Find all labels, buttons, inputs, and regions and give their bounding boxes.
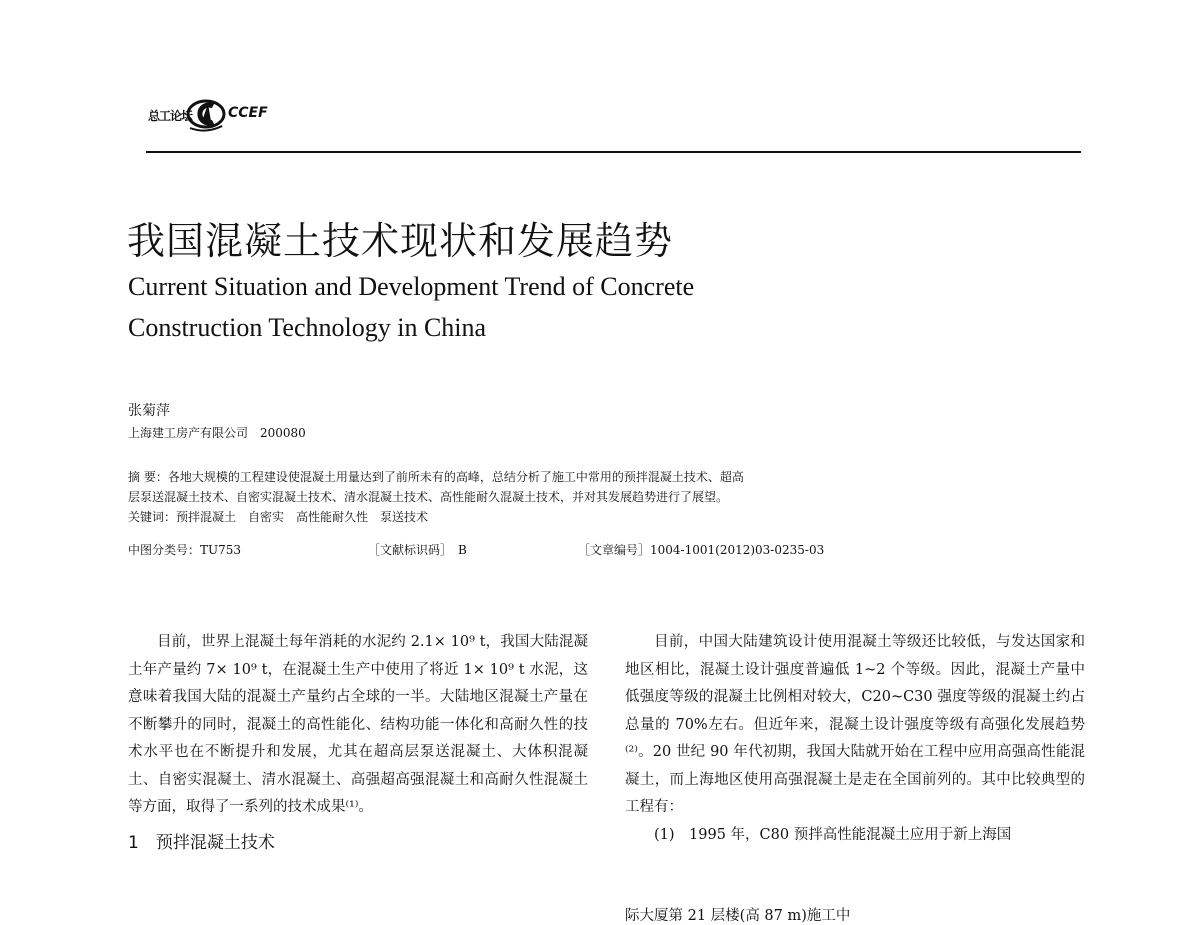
body-column-left bbox=[128, 629, 588, 857]
section-heading: 1 预拌混凝土技术 bbox=[128, 832, 275, 853]
list-item-continuation: 际大厦第 21 层楼(高 87 m)施工中 bbox=[625, 908, 851, 924]
header-rule bbox=[146, 151, 1081, 153]
article-title-en bbox=[128, 266, 848, 348]
body-paragraph: 目前，世界上混凝土每年消耗的水泥约 2.1× 10⁹ t，我国大陆混凝土年产量约 7× 10⁹ t，在混凝土生产中使用了将近 1× 10⁹ t 水泥，这意味着我国大陆的混凝土产量约占全球的一半。大陆地区混凝土产量在不断攀升的同时，混凝土的高性能化、结构功能一体化和高耐久性的技术水平也在不断提升和发展，尤其在超高层泵送混凝土、大体积混凝土、自密实混凝土、清水混凝土、高强超高强混凝土和高耐久性混凝土等方面，取得了一系列的技术成果⁽¹⁾。 bbox=[128, 634, 588, 815]
article-title-cn: 我国混凝土技术现状和发展趋势 bbox=[127, 219, 674, 263]
clc-number: 中图分类号：TU753 bbox=[128, 543, 242, 557]
abstract-block bbox=[128, 467, 988, 527]
body-paragraph: 目前，中国大陆建筑设计使用混凝土等级还比较低，与发达国家和地区相比，混凝土设计强度普遍低 1~2 个等级。因此，混凝土产量中低强度等级的混凝土比例相对较大，C20~C30 强度等级的混凝土约占总量的 70%左右。但近年来，混凝土设计强度等级有高强化发展趋势⁽²⁾。20 世纪 90 年代初期，我国大陆就开始在工程中应用高强高性能混凝土，而上海地区使用高强混凝土是走在全国前列的。其中比较典型的工程有： bbox=[625, 634, 1085, 815]
author-name: 张菊萍 bbox=[128, 403, 170, 419]
article-number: ［文章编号］1004-1001(2012)03-0235-03 bbox=[578, 543, 825, 557]
journal-name-en: CCEF bbox=[228, 105, 268, 121]
abstract-line-2: 层泵送混凝土技术、自密实混凝土技术、清水混凝土技术、高性能耐久混凝土技术，并对其发展趋势进行了展望。 bbox=[128, 490, 729, 504]
article-title-en-line2: Construction Technology in China bbox=[128, 313, 487, 342]
list-item: (1) 1995 年，C80 预拌高性能混凝土应用于新上海国 bbox=[654, 826, 1012, 843]
author-affiliation: 上海建工房产有限公司 200080 bbox=[128, 426, 306, 440]
keywords: 关键词：预拌混凝土 自密实 高性能耐久性 泵送技术 bbox=[128, 510, 429, 524]
journal-logo bbox=[148, 92, 308, 140]
ccef-logo-icon bbox=[186, 94, 226, 134]
body-column-right bbox=[625, 629, 1085, 849]
abstract-line-1: 摘 要：各地大规模的工程建设使混凝土用量达到了前所未有的高峰，总结分析了施工中常用的预拌混凝土技术、超高 bbox=[128, 470, 744, 484]
article-title-en-line1: Current Situation and Development Trend of Concrete bbox=[128, 272, 695, 301]
cut-off-line bbox=[625, 905, 1095, 925]
document-code: ［文献标识码］ B bbox=[368, 543, 467, 557]
journal-name-cn: 总工论坛 bbox=[148, 109, 193, 123]
